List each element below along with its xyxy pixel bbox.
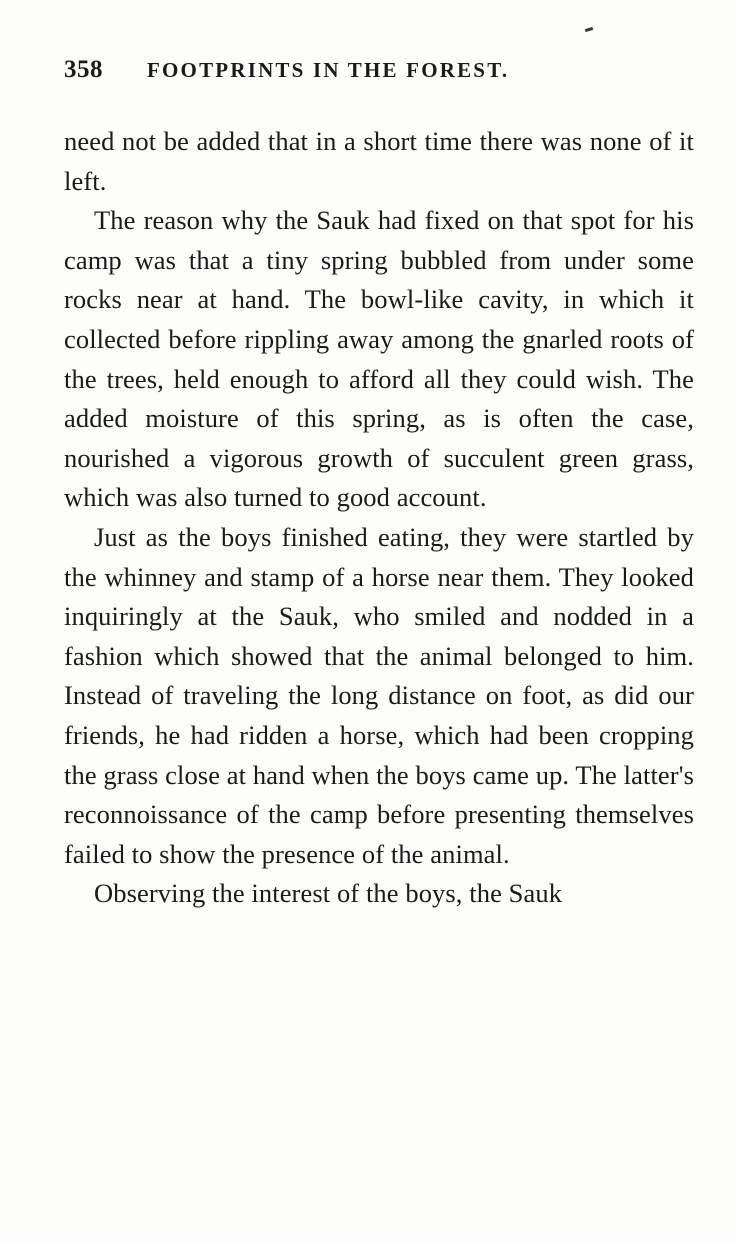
page-speck-mark (585, 27, 594, 32)
page-body (64, 122, 694, 914)
page-number: 358 (64, 56, 103, 83)
paragraph-3: Just as the boys finished eating, they were startled by the whinney and stamp of a horse near them. They looked inquiringly at the Sauk, who smiled and nodded in a fashion which showed that the animal belonged to him. Instead of traveling the long distance on foot, as did our friends, he had ridden a horse, which had been cropping the grass close at hand when the boys came up. The latter's reconnoissance of the camp before presenting themselves failed to show the presence of the animal. (64, 521, 694, 869)
paragraph-2: The reason why the Sauk had fixed on that spot for his camp was that a tiny spring bubbled from under some rocks near at hand. The bowl-like cavity, in which it collected before rippling away among the gnarled roots of the trees, held enough to afford all they could wish. The added moisture of this spring, as is often the case, nourished a vigorous growth of succulent green grass, which was also turned to good account. (64, 205, 694, 513)
paragraph-4: Observing the interest of the boys, the Sauk (94, 878, 563, 909)
running-head-title: FOOTPRINTS IN THE FOREST. (147, 58, 510, 82)
page-header (64, 56, 672, 84)
paragraph-1: need not be added that in a short time there was none of it left. (64, 126, 694, 196)
